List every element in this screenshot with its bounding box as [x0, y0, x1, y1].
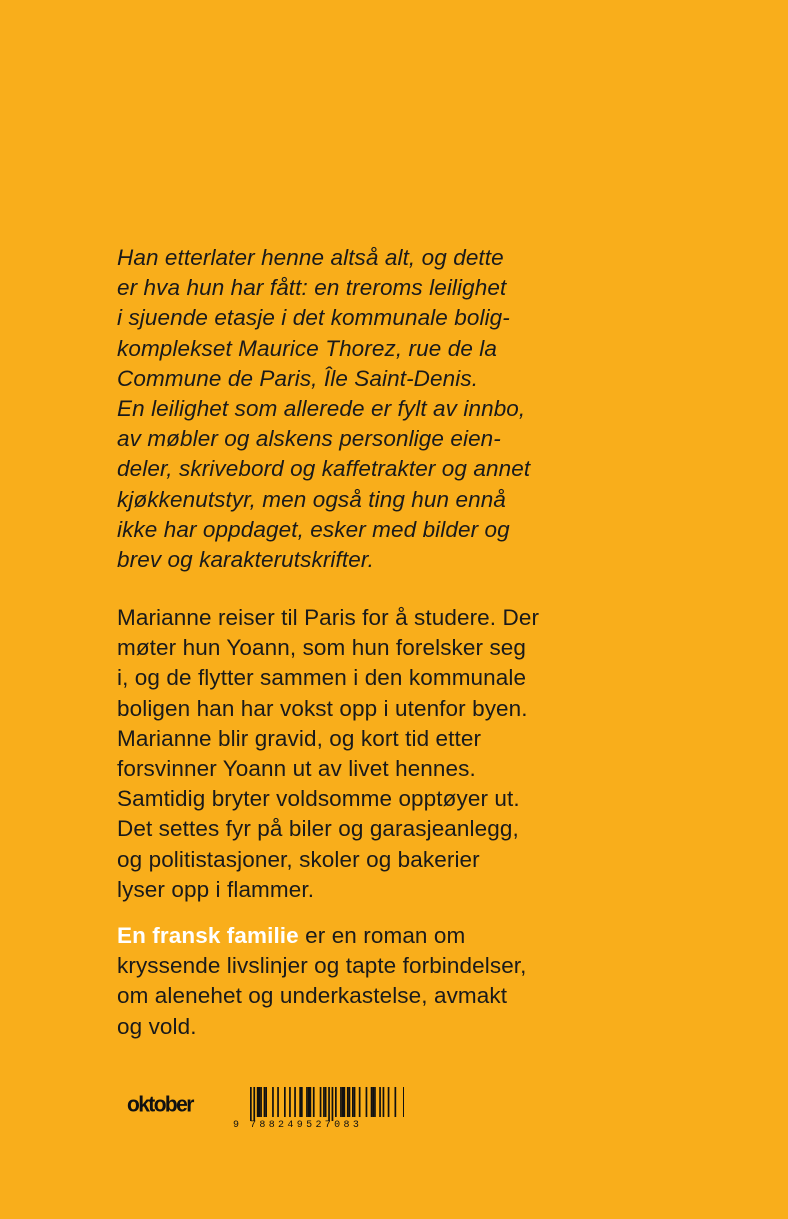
barcode-bar	[352, 1087, 354, 1117]
barcode-bar	[308, 1087, 310, 1117]
barcode-bar	[403, 1087, 404, 1117]
barcode-bar	[306, 1087, 308, 1117]
barcode-bar	[259, 1087, 261, 1117]
closing-line: om alenehet og underkastelse, avmakt	[117, 983, 508, 1009]
book-title: En fransk familie	[117, 923, 299, 948]
barcode-bar	[257, 1087, 259, 1117]
synopsis-line: Marianne reiser til Paris for å studere. Der	[117, 605, 540, 630]
quote-line: Han etterlater henne altså alt, og dette	[117, 245, 504, 270]
barcode-bar	[289, 1087, 291, 1117]
quote-line: kjøkkenutstyr, men også ting hun ennå	[117, 486, 506, 512]
barcode-bar	[359, 1087, 361, 1117]
barcode-bar	[277, 1087, 279, 1117]
barcode-bar	[388, 1087, 390, 1117]
quote-line: brev og karakterutskrifter.	[117, 547, 374, 573]
quote-line: komplekset Maurice Thorez, rue de la	[117, 335, 498, 361]
barcode-bar	[325, 1087, 327, 1117]
closing-first-line-rest: er en roman om	[298, 923, 466, 948]
synopsis-line: og politistasjoner, skoler og bakerier	[117, 846, 480, 872]
quote-line: Commune de Paris, Île Saint-Denis.	[117, 365, 479, 391]
barcode-bar	[366, 1087, 368, 1117]
quote-line: ikke har oppdaget, esker med bilder og	[117, 516, 510, 542]
barcode-bar	[379, 1087, 381, 1117]
synopsis-line: Samtidig bryter voldsomme opptøyer ut.	[117, 786, 520, 812]
barcode-bar	[372, 1087, 374, 1117]
barcode-bar	[313, 1087, 315, 1117]
quote-line: deler, skrivebord og kaffetrakter og annet	[117, 456, 531, 482]
barcode-bar	[260, 1087, 262, 1117]
synopsis-line: i, og de flytter sammen i den kommunale	[117, 665, 527, 691]
barcode-bar	[264, 1087, 266, 1117]
barcode-bar	[383, 1087, 385, 1117]
barcode-bar	[332, 1087, 334, 1121]
barcode-bar	[354, 1087, 356, 1117]
barcode-bar	[294, 1087, 296, 1117]
barcode-bar	[320, 1087, 322, 1117]
synopsis-paragraph	[117, 603, 617, 905]
barcode-bar	[395, 1087, 397, 1117]
barcode-bar	[299, 1087, 301, 1117]
barcode-bar	[301, 1087, 303, 1117]
barcode-bar	[342, 1087, 344, 1117]
closing-line: kryssende livslinjer og tapte forbindelser,	[117, 953, 527, 979]
barcode-bars	[232, 1087, 404, 1121]
barcode-digits: 788249527083	[250, 1120, 363, 1131]
barcode-bar	[371, 1087, 373, 1117]
closing-line: og vold.	[117, 1013, 197, 1039]
barcode-bar	[250, 1087, 252, 1121]
barcode-bar	[347, 1087, 349, 1117]
synopsis-line: Det settes fyr på biler og garasjeanlegg,	[117, 816, 519, 842]
synopsis-line: boligen han har vokst opp i utenfor byen.	[117, 695, 528, 721]
synopsis-line: forsvinner Yoann ut av livet hennes.	[117, 756, 476, 782]
synopsis-line: lyser opp i flammer.	[117, 876, 315, 902]
excerpt-quote	[117, 243, 617, 575]
barcode-bar	[272, 1087, 274, 1117]
barcode-bar	[344, 1087, 346, 1117]
quote-line: er hva hun har fått: en treroms leilighet	[117, 275, 507, 301]
barcode-lead-digit: 9	[233, 1120, 240, 1131]
barcode-bar	[265, 1087, 267, 1117]
barcode-bar	[374, 1087, 376, 1117]
barcode-bar	[340, 1087, 342, 1117]
publisher-logo: oktober	[127, 1092, 193, 1117]
synopsis-line: møter hun Yoann, som hun forelsker seg	[117, 635, 527, 661]
barcode-bar	[323, 1087, 325, 1117]
barcode-bar	[328, 1087, 330, 1121]
barcode-bar	[284, 1087, 286, 1117]
closing-first-line	[117, 921, 617, 951]
quote-line: av møbler og alskens personlige eien-	[117, 426, 501, 452]
closing-paragraph	[117, 921, 617, 1042]
quote-line: En leilighet som allerede er fylt av innbo,	[117, 396, 526, 422]
synopsis-line: Marianne blir gravid, og kort tid etter	[117, 725, 482, 751]
quote-line: i sjuende etasje i det kommunale bolig-	[117, 305, 510, 331]
barcode-bar	[253, 1087, 255, 1121]
barcode-bar	[335, 1087, 337, 1117]
barcode-bar	[349, 1087, 351, 1117]
barcode-bar	[310, 1087, 312, 1117]
